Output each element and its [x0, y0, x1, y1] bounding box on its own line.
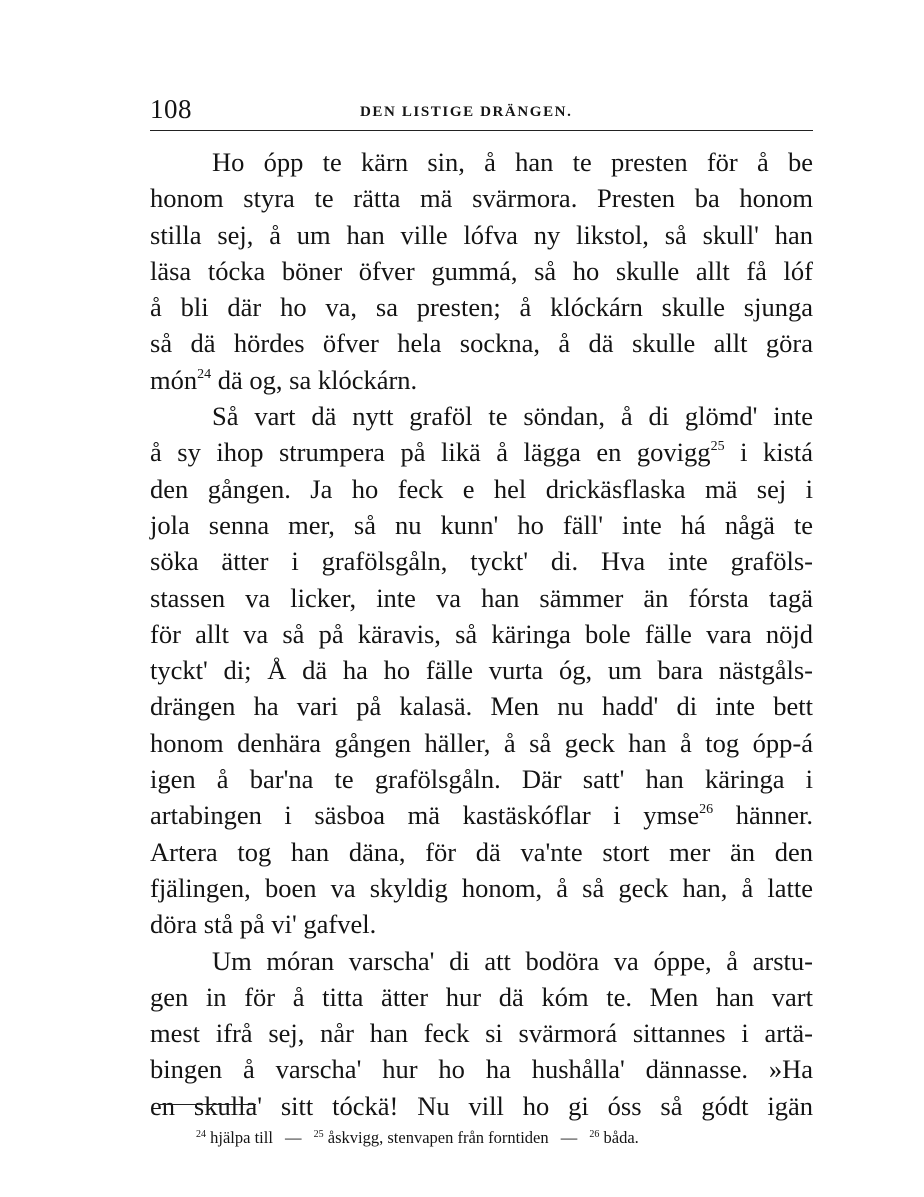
page-number: 108 [150, 94, 192, 124]
footnote-rule [158, 1104, 256, 1105]
footnote-ref: 24 [197, 366, 212, 382]
text-line: jola senna mer, så nu kunn' ho fäll' inte há någä te [150, 509, 813, 540]
text-line: honom denhära gången häller, å så geck han å tog ópp-á [150, 727, 813, 758]
line-fragment: món [150, 364, 198, 395]
text-line: å bli där ho va, sa presten; å klóckárn skulle sjunga [150, 292, 813, 323]
text-line: döra stå på vi' gafvel. [150, 909, 377, 940]
text-line: honom styra te rätta mä svärmora. Presten ba honom [150, 183, 813, 214]
text-line: för allt va så på käravis, så käringa bole fälle vara nöjd [150, 618, 813, 649]
footnote-ref: 25 [710, 439, 725, 455]
footnote-text: åskvigg, stenvapen från forntiden [327, 1128, 549, 1147]
text-line [150, 434, 813, 470]
footnote-text: hjälpa till [210, 1128, 273, 1147]
line-fragment: i kistá [740, 437, 814, 468]
header-rule [150, 130, 813, 131]
text-line: så dä hördes öfver hela sockna, å dä skulle allt göra [150, 328, 813, 359]
footnote [589, 1128, 638, 1147]
running-title: DEN LISTIGE DRÄNGEN. [360, 104, 573, 120]
line-fragment: artabingen i säsboa mä kastäskóflar i ymse [150, 800, 700, 831]
line-fragment: hänner. [735, 800, 814, 831]
text-line: en skulla' sitt tóckä! Nu vill ho gi óss så gódt igän [150, 1090, 813, 1121]
text-line: Um móran varscha' di att bodöra va óppe, å arstu- [212, 945, 813, 976]
text-line: söka ätter i grafölsgåln, tyckt' di. Hva inte graföls- [150, 546, 813, 577]
footnote [314, 1128, 549, 1147]
footnote-number: 25 [313, 1129, 324, 1140]
text-line: gen in för å titta ätter hur dä kóm te. Men han vart [150, 981, 813, 1012]
footnote-separator: — [285, 1128, 302, 1147]
footnote-ref: 26 [699, 802, 714, 818]
text-line: läsa tócka böner öfver gummá, så ho skulle allt få lóf [150, 255, 813, 286]
text-line: drängen ha vari på kalasä. Men nu hadd' di inte bett [150, 691, 813, 722]
text-line: mest ifrå sej, når han feck si svärmorá sittannes i artä- [150, 1018, 813, 1049]
footnote-separator: — [560, 1128, 578, 1147]
line-fragment: dä og, sa klóckárn. [217, 364, 418, 395]
text-line: tyckt' di; Å dä ha ho fälle vurta óg, um bara nästgåls- [150, 655, 813, 686]
text-line: Artera tog han däna, för dä va'nte stort mer än den [150, 836, 813, 867]
line-fragment: å sy ihop strumpera på likä å lägga en govigg [150, 437, 711, 468]
text-line: stilla sej, å um han ville lófva ny likstol, så skull' han [150, 219, 813, 250]
footnote-text: båda. [603, 1128, 639, 1147]
text-line: den gången. Ja ho feck e hel drickäsflaska mä sej i [150, 473, 813, 504]
text-line: stassen va licker, inte va han sämmer än fórsta tagä [150, 582, 813, 613]
footnote-number: 24 [196, 1129, 206, 1140]
text-line: bingen å varscha' hur ho ha hushålla' dännasse. »Ha [150, 1054, 813, 1085]
text-line: igen å bar'na te grafölsgåln. Där satt' han käringa i [150, 764, 813, 795]
text-line: Så vart dä nytt graföl te söndan, å di glömd' inte [212, 401, 813, 432]
text-line [150, 362, 813, 398]
text-line [150, 797, 813, 833]
text-line: fjälingen, boen va skyldig honom, å så geck han, å latte [150, 872, 813, 903]
footnote-number: 26 [589, 1129, 600, 1140]
body-text [150, 144, 813, 1124]
text-line: Ho ópp te kärn sin, å han te presten för å be [212, 147, 813, 177]
footnotes [196, 1128, 796, 1148]
footnote [196, 1128, 273, 1147]
